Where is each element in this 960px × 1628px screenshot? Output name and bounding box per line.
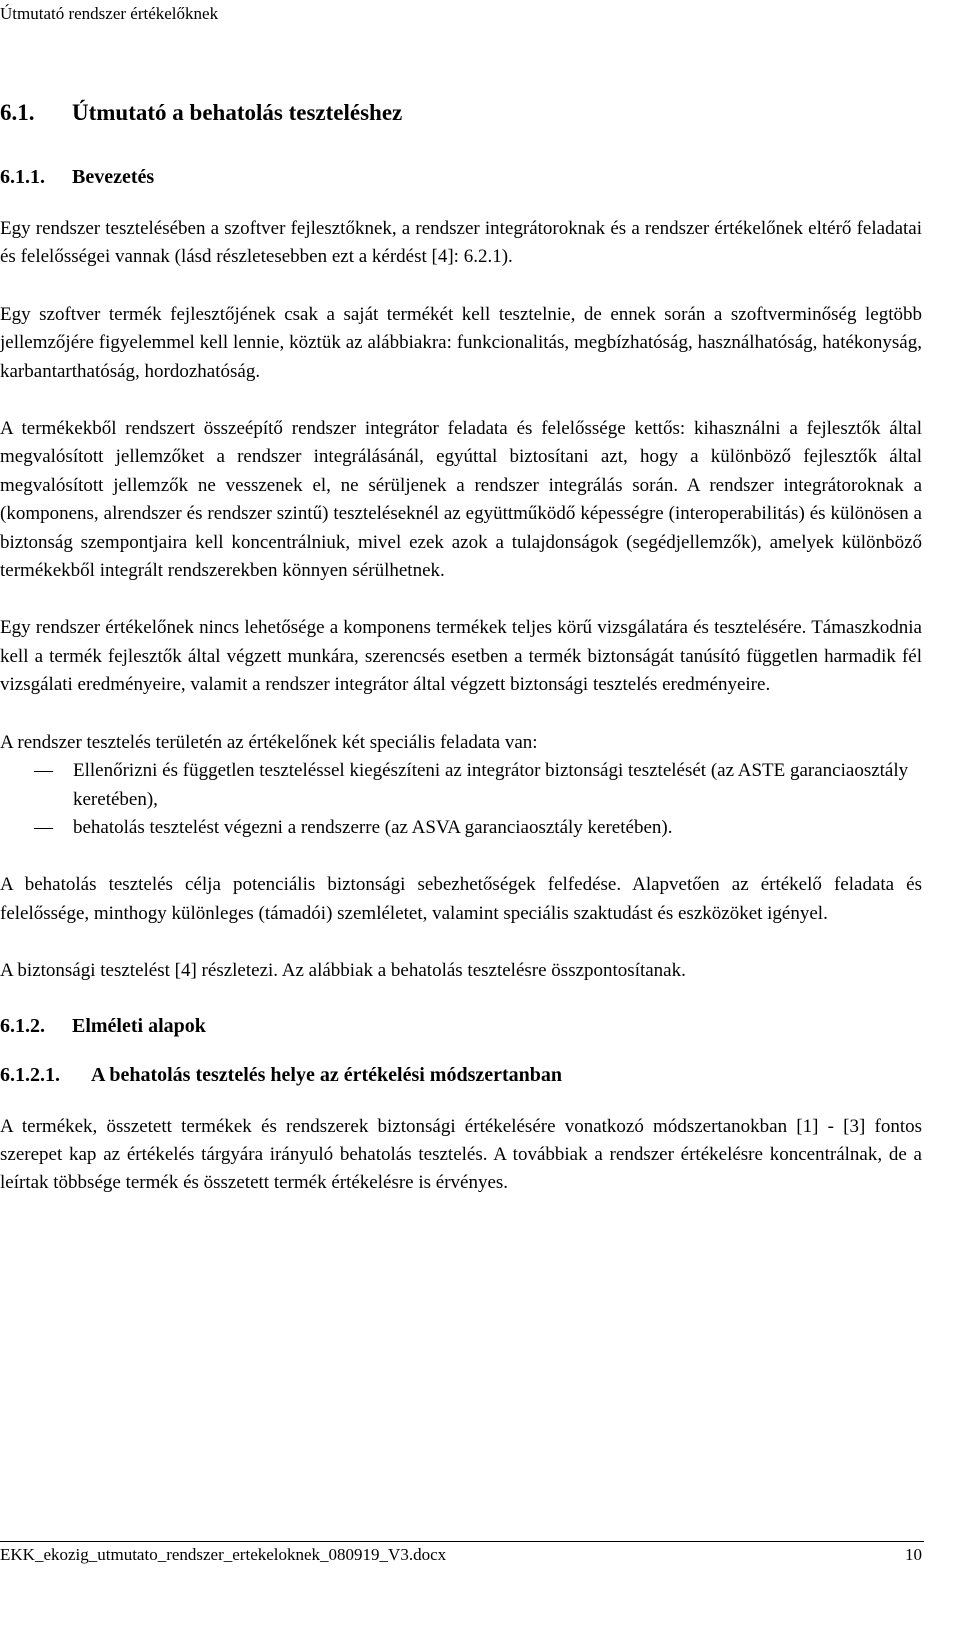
- subsection-heading-introduction: [0, 166, 922, 189]
- section-number: 6.1.: [0, 100, 35, 125]
- paragraph: Egy rendszer tesztelésében a szoftver fejlesztőknek, a rendszer integrátoroknak és a rendszer értékelőnek eltérő feladatai és felelősségei vannak (lásd részletesebben ezt a kérdést [4]: 6.2.1).: [0, 218, 922, 268]
- dash-bullet: —: [34, 760, 53, 782]
- subsubsection-number: 6.1.2.1.: [0, 1063, 60, 1086]
- paragraph: A behatolás tesztelés célja potenciális biztonsági sebezhetőségek felfedése. Alapvetően az értékelő feladata és felelőssége, minthogy különleges (támadói) szemléletet, valamint speciális szaktudást és eszközöket igényel.: [0, 874, 922, 924]
- subsection-heading-theory: [0, 1015, 922, 1038]
- subsection-number: 6.1.2.: [0, 1014, 45, 1037]
- paragraph: A termékek, összetett termékek és rendszerek biztonsági értékelésére vonatkozó módszertanokban [1] - [3] fontos szerepet kap az értékelés tárgyára irányuló behatolás tesztelés. A továbbiak a rendszer értékelésre koncentrálnak, de a leírtak többsége termék és összetett termék értékelésre is érvényes.: [0, 1115, 922, 1194]
- subsubsection-heading: [0, 1064, 922, 1087]
- subsubsection-title: A behatolás tesztelés helye az értékelési módszertanban: [91, 1063, 563, 1086]
- footer-divider: [0, 1541, 924, 1542]
- subsection-title: Elméleti alapok: [72, 1014, 206, 1037]
- list-item: [0, 814, 922, 842]
- list-item: [0, 757, 922, 814]
- subsection-number: 6.1.1.: [0, 166, 45, 188]
- document-body: [0, 100, 922, 1227]
- page-number: 10: [905, 1545, 922, 1564]
- paragraph: Egy rendszer értékelőnek nincs lehetősége a komponens termékek teljes körű vizsgálatára és tesztelésére. Támaszkodnia kell a termék fejlesztők által végzett munkára, szerencsés esetben a termék biztonságát tanúsító független harmadik fél vizsgálati eredményeire, valamit a rendszer integrátor által végzett biztonsági tesztelés eredményeire.: [0, 617, 922, 696]
- section-title: Útmutató a behatolás teszteléshez: [72, 100, 403, 125]
- footer-filename: EKK_ekozig_utmutato_rendszer_ertekeloknek_080919_V3.docx: [0, 1545, 447, 1564]
- running-header: Útmutató rendszer értékelőknek: [0, 4, 219, 23]
- paragraph: Egy szoftver termék fejlesztőjének csak a saját termékét kell tesztelnie, de ennek során a szoftverminőség legtöbb jellemzőjére figyelemmel kell lennie, köztük az alábbiakra: funkcionalitás, megbízhatóság, használhatóság, hatékonyság, karbantarthatóság, hordozhatóság.: [0, 303, 922, 382]
- subsection-title: Bevezetés: [72, 166, 155, 188]
- list-item-text: Ellenőrizni és független teszteléssel kiegészíteni az integrátor biztonsági tesztelését (az ASTE garanciaosztály keretében),: [73, 760, 909, 810]
- paragraph: A rendszer tesztelés területén az értékelőnek két speciális feladata van:: [0, 731, 538, 753]
- list-item-text: behatolás tesztelést végezni a rendszerre (az ASVA garanciaosztály keretében).: [73, 816, 673, 838]
- paragraph: A biztonsági tesztelést [4] részletezi. Az alábbiak a behatolás tesztelésre összpontosítanak.: [0, 960, 686, 982]
- section-heading: [0, 100, 922, 126]
- paragraph: A termékekből rendszert összeépítő rendszer integrátor feladata és felelőssége kettős: kihasználni a fejlesztők által megvalósított jellemzőket a rendszer integrálásánál, egyúttal biztosítani azt, hogy a különböző fejlesztők által megvalósított jellemzők ne vesszenek el, ne sérüljenek a rendszer integrálás során. A rendszer integrátoroknak a (komponens, alrendszer és rendszer szintű) teszteléseknél az együttműködő képességre (interoperabilitás) és különösen a biztonság szempontjaira kell koncentrálniuk, mivel ezek azok a tulajdonságok (segédjellemzők), amelyek különböző termékekből integrált rendszerekben könnyen sérülhetnek.: [0, 418, 922, 582]
- task-list: [0, 757, 922, 842]
- dash-bullet: —: [34, 816, 53, 838]
